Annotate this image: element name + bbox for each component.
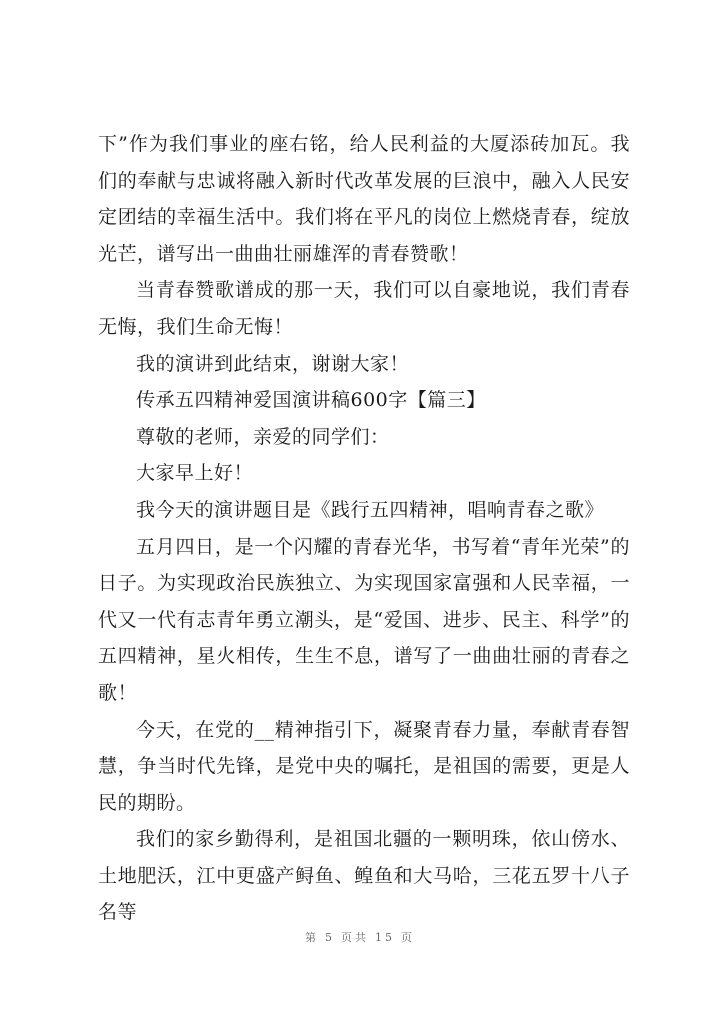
footer-middle: 页共 (341, 931, 369, 944)
footer-suffix: 页 (401, 931, 415, 944)
footer-prefix: 第 (305, 931, 319, 944)
paragraph-9: 今天，在党的__精神指引下，凝聚青春力量，奉献青春智慧，争当时代先锋，是党中央的嘱托，是祖国的需要，更是人民的期盼。 (98, 718, 630, 814)
paragraph-3: 我的演讲到此结束，谢谢大家！ (136, 352, 410, 375)
paragraph-1: 下”作为我们事业的座右铭，给人民利益的大厦添砖加瓦。我们的奉献与忠诚将融入新时代改革发展的巨浪中，融入人民安定团结的幸福生活中。我们将在平凡的岗位上燃烧青春，绽放光芒，谱写出一曲曲壮丽雄浑的青春赞歌！ (98, 133, 630, 265)
page-footer (0, 929, 720, 945)
paragraph-8: 五月四日，是一个闪耀的青春光华，书写着“青年光荣”的日子。为实现政治民族独立、为实现国家富强和人民幸福，一代又一代有志青年勇立潮头，是“爱国、进步、民主、科学”的五四精神，星火相传，生生不息，谱写了一曲曲壮丽的青春之歌！ (98, 535, 630, 704)
paragraph-10: 我们的家乡勤得利，是祖国北疆的一颗明珠，依山傍水、土地肥沃，江中更盛产鲟鱼、鳇鱼和大马哈，三花五罗十八子名等 (98, 828, 630, 924)
footer-current-page: 5 (325, 931, 335, 944)
greeting: 大家早上好！ (136, 462, 254, 485)
speech-title-line: 我今天的演讲题目是《践行五四精神，唱响青春之歌》 (136, 498, 605, 521)
paragraph-2: 当青春赞歌谱成的那一天，我们可以自豪地说，我们青春无悔，我们生命无悔！ (98, 279, 630, 338)
document-body (98, 126, 630, 931)
footer-total-pages: 15 (375, 931, 395, 944)
section-heading: 传承五四精神爱国演讲稿600字【篇三】 (136, 389, 486, 412)
salutation: 尊敬的老师，亲爱的同学们： (136, 425, 390, 448)
